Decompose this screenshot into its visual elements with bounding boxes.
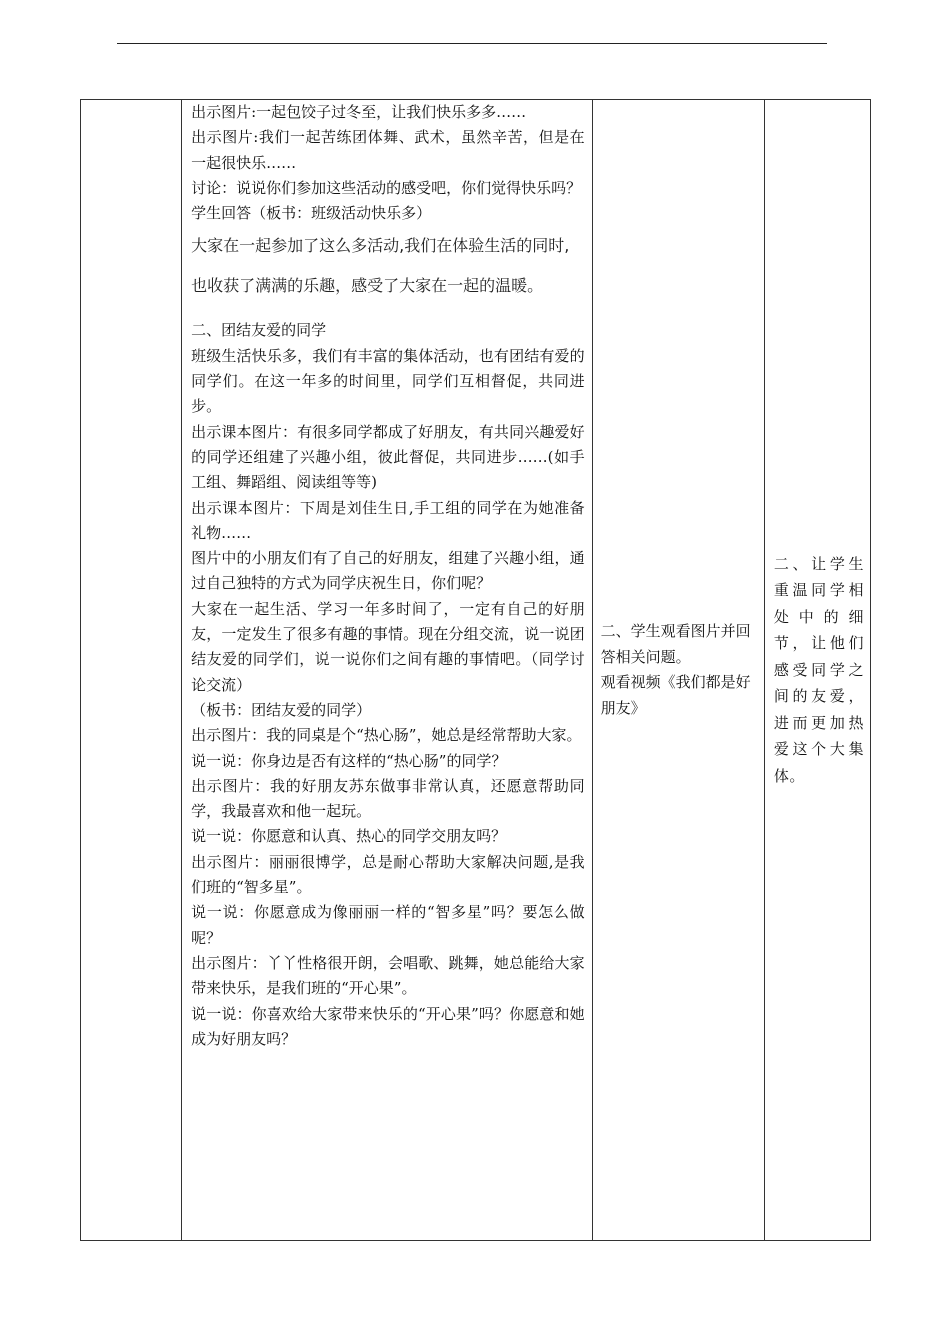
board-note: （板书：团结友爱的同学） (191, 700, 372, 719)
activity-line: 出示图片：丽丽很博学，总是耐心帮助大家解决问题,是我们班的“智多星”。 (191, 852, 585, 897)
section-heading: 二、团结友爱的同学 (191, 321, 327, 340)
student-activity-line: 观看视频《我们都是好朋友》 (600, 673, 751, 717)
activity-line: 出示图片:一起包饺子过冬至，让我们快乐多多…… (191, 103, 527, 121)
design-intent-text: 二、让学生重温同学相处中的细节，让他们感受同学之间的友爱，进而更加热爱这个大集体。 (773, 554, 864, 785)
activity-line: 学生回答（板书：班级活动快乐多） (191, 204, 432, 223)
activity-line: 出示课本图片：下周是刘佳生日,手工组的同学在为她准备礼物…… (191, 498, 585, 542)
student-activity-cell (592, 100, 764, 1241)
activity-line: 班级生活快乐多，我们有丰富的集体活动，也有团结有爱的同学们。在这一年多的时间里，同学们互相督促，共同进步。 (191, 346, 585, 416)
activity-line: 出示图片：我的同桌是个“热心肠”，她总是经常帮助大家。 (191, 726, 582, 745)
lesson-table (80, 99, 871, 1241)
activity-line: 说一说：你身边是否有这样的“热心肠”的同学？ (191, 751, 507, 770)
header-rule (117, 43, 827, 44)
activity-line: 出示图片：我的好朋友苏东做事非常认真，还愿意帮助同学，我最喜欢和他一起玩。 (191, 776, 585, 821)
teacher-activity-cell (182, 100, 593, 1241)
activity-line: 说一说：你喜欢给大家带来快乐的“开心果”吗？你愿意和她成为好朋友吗？ (191, 1004, 585, 1048)
activity-line: 出示图片:我们一起苦练团体舞、武术，虽然辛苦，但是在一起很快乐…… (191, 128, 585, 172)
activity-line: 说一说：你愿意和认真、热心的同学交朋友吗？ (191, 827, 507, 846)
student-activity-line: 二、学生观看图片并回答相关问题。 (600, 622, 751, 666)
activity-line: 出示图片：丫丫性格很开朗，会唱歌、跳舞，她总能给大家带来快乐，是我们班的“开心果”。 (191, 953, 585, 998)
table-row (81, 100, 871, 1241)
activity-line: 出示课本图片：有很多同学都成了好朋友，有共同兴趣爱好的同学还组建了兴趣小组，彼此督促，共同进步……(如手工组、舞蹈组、阅读组等等) (191, 422, 585, 492)
activity-line: 说一说：你愿意成为像丽丽一样的“智多星”吗？要怎么做呢？ (191, 903, 585, 947)
activity-line: 讨论：说说你们参加这些活动的感受吧，你们觉得快乐吗？ (191, 178, 582, 197)
activity-line: 大家在一起生活、学习一年多时间了，一定有自己的好朋友，一定发生了很多有趣的事情。现在分组交流，说一说团结友爱的同学们，说一说你们之间有趣的事情吧。（同学讨论交流） (191, 599, 585, 694)
activity-line: 图片中的小朋友们有了自己的好朋友，组建了兴趣小组，通过自己独特的方式为同学庆祝生日，你们呢？ (191, 549, 585, 593)
design-intent-cell (764, 100, 870, 1241)
stage-cell (81, 100, 182, 1241)
summary-highlight: 大家在一起参加了这么多活动,我们在体验生活的同时,也收获了满满的乐趣，感受了大家在一起的温暖。 (191, 236, 570, 296)
